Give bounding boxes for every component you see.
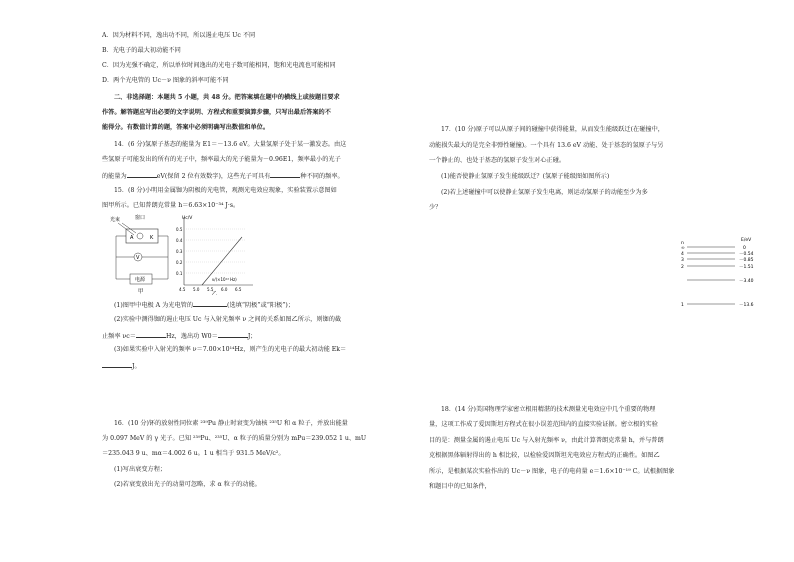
level-n: 4 xyxy=(681,252,684,257)
level-3 xyxy=(681,257,754,263)
graph-xticks xyxy=(179,287,242,292)
ytick: 0.3 xyxy=(176,249,183,254)
q18-line5: 所示，是根据某次实验作出的 Uc－ν 图象，电子的电荷量 e＝1.6×10⁻¹⁹ C。试根据图象 xyxy=(429,468,675,475)
q15-blank-3[interactable] xyxy=(218,331,248,338)
q17-line3: 一个静止的、也处于基态的氢原子发生对心正碰。 xyxy=(429,157,566,164)
q18-line3: 目的是：测量金属的遏止电压 Uc 与入射光频率 ν，由此计算普朗克常量 h，并与普朗 xyxy=(429,437,664,444)
xtick: 4.5 xyxy=(179,287,186,292)
q15-sub3 xyxy=(102,331,256,341)
q18-line1: 18．(14 分)美国物理学家密立根用精湛的技术测量光电效应中几个重要的物理 xyxy=(441,406,656,413)
option-b: B．光电子的最大初动能不同 xyxy=(102,47,181,54)
q14-blank-1[interactable] xyxy=(127,171,157,178)
level-e: －13.6 xyxy=(739,303,754,308)
ytick: 0.5 xyxy=(176,227,183,232)
level-2 xyxy=(681,264,754,270)
graph-yticks xyxy=(176,227,183,276)
q18-line2: 量，这项工作成了爱因斯坦方程式在很小误差范围内的直接实验证据。密立根的实验 xyxy=(429,421,658,428)
q16-line3: ＝235.043 9 u、mα＝4.002 6 u。1 u 相当于 931.5 MeV/c²。 xyxy=(102,450,285,457)
q15-sub4: (3)如果实验中入射光的频率 ν＝7.00×10¹⁴Hz，则产生的光电子的最大初动能 Ek＝ xyxy=(114,346,347,353)
q15-blank-2[interactable] xyxy=(136,331,166,338)
label-electrode-a: A xyxy=(130,235,134,241)
q16-line2: 为 0.097 MeV 的 γ 光子。已知 ²³⁹Pu、²³⁵U、α 粒子的质量分别为 mPu＝239.052 1 u、mU xyxy=(102,435,367,442)
q17-line5: (2)若上述碰撞中可以使静止氢原子发生电离，则运动氢原子的动能至少为多 xyxy=(441,189,648,196)
label-electrode-k: K xyxy=(150,235,154,241)
energy-level-diagram xyxy=(681,234,771,310)
xtick: 6.0 xyxy=(221,287,228,292)
q15-line2: 图甲所示。已知普朗克常量 h＝6.63×10⁻³⁴ J·s。 xyxy=(102,202,240,209)
label-light-beam: 光束 xyxy=(110,217,121,223)
xtick: 5.0 xyxy=(193,287,200,292)
q14-text-b: eV(保留 2 位有效数字)，这些光子可具有 xyxy=(156,173,271,180)
q14-text-c: 种不同的频率。 xyxy=(300,173,344,180)
energy-unit: E/eV xyxy=(741,238,752,243)
q15-sub1-b: (选填“阴极”或“阳极”)； xyxy=(227,302,295,309)
xtick: 6.5 xyxy=(235,287,242,292)
figure-yi-graph xyxy=(176,213,256,295)
q17-line2: 动能损失最大的是完全非弹性碰撞)。一个具有 13.6 eV 动能、处于基态的氢原子与另 xyxy=(429,142,664,149)
level-340 xyxy=(687,278,754,284)
ytick: 0.2 xyxy=(176,260,183,265)
q15-sub3-b: Hz，逸出功 W0＝ xyxy=(165,333,218,340)
q14-line3 xyxy=(102,171,344,181)
q15-sub3-a: 止频率 νc＝ xyxy=(102,333,136,340)
q15-sub5 xyxy=(102,361,141,371)
q15-blank-4[interactable] xyxy=(102,361,132,368)
graph-ylabel: Uc/V xyxy=(182,216,193,221)
section-title-3: 能得分。有数值计算的题，答案中必须明确写出数值和单位。 xyxy=(102,124,270,131)
q14-line1: 14．(6 分)氢原子基态的能量为 E1＝－13.6 eV。大量氢原子处于某一激发态。由这 xyxy=(114,141,347,148)
q17-line6: 少？ xyxy=(429,204,442,211)
q16-line4: (1)写出衰变方程； xyxy=(114,466,167,473)
q17-line1: 17．(10 分)原子可以从原子间的碰撞中获得能量，从而发生能级跃迁(在碰撞中， xyxy=(441,126,664,133)
graph-xlabel: ν/(×10¹⁴ Hz) xyxy=(212,277,237,282)
option-d: D．两个光电管的 Uc－ν 图象的斜率可能不同 xyxy=(102,77,229,84)
option-c: C．因为光强不确定，所以单位时间逸出的光电子数可能相同，饱和光电流也可能相同 xyxy=(102,62,336,69)
q15-line1: 15．(8 分)小明用金属铷为阴极的光电管，观测光电效应现象，实验装置示意图如 xyxy=(114,187,337,194)
ytick: 0.4 xyxy=(176,238,183,243)
q16-line5: (2)若衰变放出光子的动量可忽略，求 α 粒子的动能。 xyxy=(114,481,261,488)
level-n: 1 xyxy=(681,303,684,308)
q18-line4: 克根据黑体辐射得出的 h 相比较，以检验爱因斯坦光电效应方程式的正确性。如图乙 xyxy=(429,452,660,459)
level-n: 2 xyxy=(681,265,684,270)
level-inf xyxy=(681,245,746,251)
q15-sub1-a: (1)图甲中电极 A 为光电管的 xyxy=(114,302,194,309)
q18-line6: 和题目中的已知条件， xyxy=(429,483,491,490)
q15-sub5-a: J。 xyxy=(132,363,141,370)
q16-line1: 16．(10 分)钚的放射性同位素 ²³⁹Pu 静止时衰变为铀核 ²³⁵U 和 α 粒子，并放出能量 xyxy=(114,420,348,427)
q14-blank-2[interactable] xyxy=(270,171,300,178)
label-window: 窗口 xyxy=(135,215,146,221)
q14-text-a: 的能量为 xyxy=(102,173,127,180)
q14-line2: 些氢原子可能发出的所有的光子中，频率最大的光子能量为－0.96E1，频率最小的光子 xyxy=(102,156,341,163)
figure-jia-circuit xyxy=(108,213,174,295)
level-4 xyxy=(681,251,754,257)
caption-yi: 乙 xyxy=(212,291,218,295)
n-label: n xyxy=(681,241,684,246)
level-n: ∞ xyxy=(681,246,685,251)
option-a: A．因为材料不同，逸出功不同，所以遏止电压 Uc 不同 xyxy=(102,32,256,39)
label-voltmeter: V xyxy=(136,255,140,261)
q17-line4: (1)能否使静止氢原子发生能级跃迁？(氢原子能级图如图所示) xyxy=(441,173,610,180)
xtick: 5.5 xyxy=(207,287,214,292)
q15-sub3-c: J； xyxy=(247,333,257,340)
q15-sub2: (2)实验中测得铷的遏止电压 Uc 与入射光频率 ν 之间的关系如图乙所示，则铷的截 xyxy=(114,316,342,323)
level-e: －0.85 xyxy=(739,258,754,263)
q15-blank-1[interactable] xyxy=(193,300,227,307)
caption-jia: 甲 xyxy=(138,289,144,295)
label-power-source: 电源 xyxy=(135,277,146,283)
level-1 xyxy=(681,302,754,308)
q15-sub1 xyxy=(114,300,294,310)
level-e: 0 xyxy=(743,246,746,251)
ytick: 0.1 xyxy=(176,271,183,276)
section-title-1: 二、非选择题：本题共 5 小题，共 48 分。把答案填在题中的横线上或按题目要求 xyxy=(114,94,340,101)
level-e: －3.40 xyxy=(739,279,754,284)
level-e: －0.54 xyxy=(739,252,754,257)
section-title-2: 作答。解答题应写出必要的文字说明、方程式和重要演算步骤，只写出最后答案的不 xyxy=(102,109,331,116)
level-e: －1.51 xyxy=(739,265,754,270)
level-n: 3 xyxy=(681,258,684,263)
